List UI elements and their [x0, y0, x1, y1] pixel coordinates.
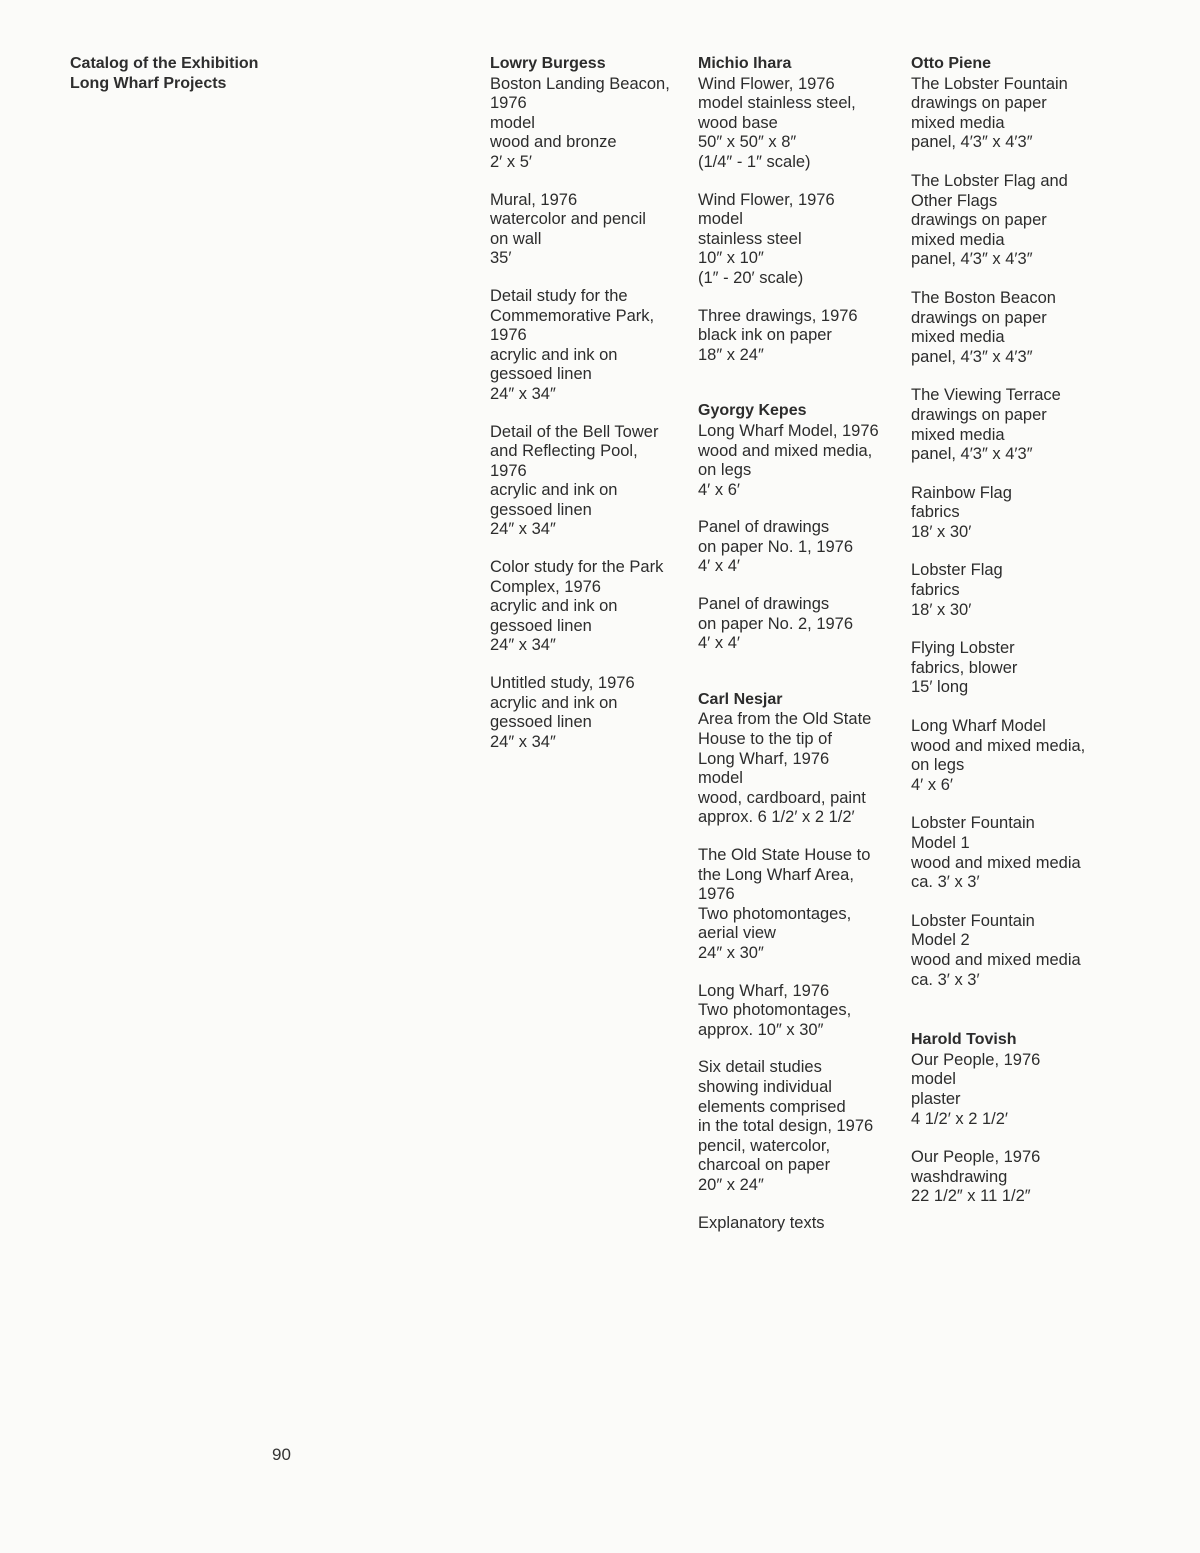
catalog-entry: [698, 518, 903, 577]
entry-line: Two photomontages,: [698, 904, 852, 923]
column-piene-tovish: [911, 54, 1111, 1207]
catalog-entry: [698, 307, 903, 366]
catalog-entry: [490, 287, 690, 405]
entry-line: Panel of drawings: [698, 518, 830, 537]
entry-line: Detail study for the: [490, 286, 628, 305]
entry-line: gessoed linen: [490, 500, 592, 519]
entry-line: Complex, 1976: [490, 577, 601, 596]
entry-line: Wind Flower, 1976: [698, 190, 835, 209]
entry-line: Our People, 1976: [911, 1050, 1041, 1069]
catalog-entry: [698, 710, 903, 828]
entry-line: House to the tip of: [698, 730, 832, 749]
entry-line: Explanatory texts: [698, 1213, 825, 1232]
entry-line: washdrawing: [911, 1167, 1008, 1186]
entry-line: mixed media: [911, 328, 1005, 347]
catalog-entry: [490, 423, 690, 541]
entry-line: (1″ - 20′ scale): [698, 268, 804, 287]
entry-line: gessoed linen: [490, 616, 592, 635]
entry-line: 18′ x 30′: [911, 522, 972, 541]
entry-line: fabrics, blower: [911, 658, 1018, 677]
entry-line: Wind Flower, 1976: [698, 74, 835, 93]
entry-line: Our People, 1976: [911, 1148, 1041, 1167]
artist-group: [911, 54, 1111, 990]
catalog-entry: [911, 1148, 1111, 1207]
artist-name: Carl Nesjar: [698, 690, 783, 708]
entry-line: Untitled study, 1976: [490, 674, 635, 693]
entry-line: on paper No. 1, 1976: [698, 537, 854, 556]
entry-line: model: [698, 210, 743, 229]
entry-line: fabrics: [911, 581, 960, 600]
entry-line: approx. 6 1/2′ x 2 1/2′: [698, 808, 855, 827]
column-ihara-kepes-nesjar: [698, 54, 903, 1233]
entry-line: 4′ x 6′: [698, 480, 740, 499]
entry-line: acrylic and ink on: [490, 597, 618, 616]
entry-line: Detail of the Bell Tower: [490, 422, 659, 441]
entry-line: on legs: [911, 756, 965, 775]
entry-line: on wall: [490, 229, 542, 248]
entry-line: acrylic and ink on: [490, 693, 618, 712]
entry-line: 10″ x 10″: [698, 249, 764, 268]
catalog-heading: [70, 54, 258, 94]
entry-line: 4′ x 4′: [698, 557, 740, 576]
entry-line: acrylic and ink on: [490, 345, 618, 364]
entry-line: watercolor and pencil: [490, 210, 646, 229]
entry-line: wood and bronze: [490, 133, 617, 152]
catalog-entry: [490, 75, 690, 173]
entry-line: Area from the Old State: [698, 710, 872, 729]
catalog-entry: [490, 558, 690, 656]
entry-line: 24″ x 30″: [698, 943, 764, 962]
entry-line: approx. 10″ x 30″: [698, 1020, 824, 1039]
entry-line: Lobster Flag: [911, 561, 1003, 580]
entry-line: 2′ x 5′: [490, 152, 532, 171]
entry-line: wood and mixed media,: [911, 736, 1086, 755]
entry-line: 1976: [490, 461, 527, 480]
entry-line: panel, 4′3″ x 4′3″: [911, 133, 1033, 152]
entry-line: gessoed linen: [490, 365, 592, 384]
artist-name: Harold Tovish: [911, 1031, 1017, 1049]
catalog-entry: [698, 75, 903, 173]
catalog-entry: [698, 595, 903, 654]
catalog-entry: [698, 846, 903, 964]
entry-line: model: [698, 769, 743, 788]
artist-group: [490, 54, 690, 752]
catalog-entry: [911, 75, 1111, 153]
entry-line: gessoed linen: [490, 713, 592, 732]
entry-line: wood base: [698, 113, 778, 132]
entry-line: drawings on paper: [911, 405, 1047, 424]
entry-line: mixed media: [911, 113, 1005, 132]
entry-line: Long Wharf Model: [911, 717, 1046, 736]
catalog-entry: [911, 1051, 1111, 1129]
entry-line: model: [911, 1070, 956, 1089]
catalog-entry: [911, 289, 1111, 367]
catalog-entry: [911, 912, 1111, 990]
entry-line: ca. 3′ x 3′: [911, 873, 980, 892]
entry-line: The Viewing Terrace: [911, 386, 1061, 405]
entry-line: Mural, 1976: [490, 190, 578, 209]
catalog-entry: [911, 639, 1111, 698]
entry-line: mixed media: [911, 425, 1005, 444]
entry-line: mixed media: [911, 230, 1005, 249]
catalog-entry: [698, 1058, 903, 1195]
entry-line: 4′ x 4′: [698, 634, 740, 653]
entry-line: model: [490, 113, 535, 132]
entry-line: 15′ long: [911, 678, 969, 697]
artist-name: Otto Piene: [911, 55, 992, 72]
entry-line: Other Flags: [911, 191, 998, 210]
entry-line: drawings on paper: [911, 308, 1047, 327]
entry-line: The Old State House to: [698, 846, 871, 864]
entry-line: on paper No. 2, 1976: [698, 614, 854, 633]
entry-line: 24″ x 34″: [490, 384, 556, 403]
entry-line: Long Wharf, 1976: [698, 749, 830, 768]
entry-line: stainless steel: [698, 229, 802, 248]
catalog-entry: [911, 172, 1111, 270]
entry-line: Boston Landing Beacon,: [490, 74, 670, 93]
entry-line: black ink on paper: [698, 326, 832, 345]
entry-line: 1976: [490, 94, 527, 113]
catalog-entry: [490, 674, 690, 752]
entry-line: Model 1: [911, 834, 970, 852]
artist-name: Gyorgy Kepes: [698, 402, 807, 420]
entry-line: Long Wharf Model, 1976: [698, 421, 879, 440]
entry-line: 18″ x 24″: [698, 345, 764, 364]
page-number: 90: [272, 1445, 291, 1464]
entry-line: 35′: [490, 249, 512, 268]
entry-line: 4 1/2′ x 2 1/2′: [911, 1109, 1009, 1128]
catalog-entry: [698, 982, 903, 1041]
entry-line: 50″ x 50″ x 8″: [698, 133, 797, 152]
catalog-entry: [911, 484, 1111, 543]
entry-line: (1/4″ - 1″ scale): [698, 152, 811, 171]
entry-line: panel, 4′3″ x 4′3″: [911, 250, 1033, 269]
entry-line: Two photomontages,: [698, 1001, 852, 1020]
catalog-entry: [698, 422, 903, 500]
entry-line: The Lobster Flag and: [911, 171, 1068, 190]
entry-line: 22 1/2″ x 11 1/2″: [911, 1187, 1031, 1206]
catalog-entry: [911, 717, 1111, 795]
entry-line: 1976: [698, 885, 735, 904]
catalog-entry: [911, 814, 1111, 892]
catalog-entry: [490, 191, 690, 269]
entry-line: The Boston Beacon: [911, 288, 1056, 307]
entry-line: 24″ x 34″: [490, 636, 556, 655]
entry-line: 1976: [490, 326, 527, 345]
entry-line: elements comprised: [698, 1097, 846, 1116]
catalog-entry: [698, 191, 903, 289]
entry-line: 24″ x 34″: [490, 732, 556, 751]
entry-line: Long Wharf, 1976: [698, 981, 830, 1000]
entry-line: pencil, watercolor,: [698, 1136, 831, 1155]
catalog-entry: [911, 561, 1111, 620]
entry-line: acrylic and ink on: [490, 481, 618, 500]
entry-line: wood and mixed media,: [698, 441, 873, 460]
artist-group: [698, 54, 903, 365]
entry-line: and Reflecting Pool,: [490, 442, 638, 461]
entry-line: 24″ x 34″: [490, 520, 556, 539]
entry-line: 20″ x 24″: [698, 1175, 764, 1194]
entry-line: Six detail studies: [698, 1058, 822, 1077]
entry-line: showing individual: [698, 1077, 832, 1096]
entry-line: Panel of drawings: [698, 595, 830, 614]
entry-line: 18′ x 30′: [911, 600, 972, 619]
entry-line: ca. 3′ x 3′: [911, 970, 980, 989]
artist-group: [698, 690, 903, 1233]
entry-line: The Lobster Fountain: [911, 74, 1068, 93]
entry-line: fabrics: [911, 503, 960, 522]
entry-line: wood, cardboard, paint: [698, 788, 866, 807]
artist-name: Lowry Burgess: [490, 55, 606, 72]
entry-line: panel, 4′3″ x 4′3″: [911, 347, 1033, 366]
entry-line: Rainbow Flag: [911, 483, 1012, 502]
entry-line: panel, 4′3″ x 4′3″: [911, 445, 1033, 464]
catalog-title: Catalog of the Exhibition: [70, 55, 259, 72]
entry-line: wood and mixed media: [911, 950, 1081, 969]
artist-name: Michio Ihara: [698, 55, 792, 72]
artist-group: [911, 1030, 1111, 1207]
entry-line: drawings on paper: [911, 94, 1047, 113]
entry-line: plaster: [911, 1089, 961, 1108]
catalog-entry: [911, 386, 1111, 464]
entry-line: Lobster Fountain: [911, 814, 1035, 833]
entry-line: drawings on paper: [911, 211, 1047, 230]
artist-group: [698, 401, 903, 654]
entry-line: Three drawings, 1976: [698, 306, 858, 325]
column-burgess: [490, 54, 690, 752]
entry-line: Commemorative Park,: [490, 306, 655, 325]
entry-line: Color study for the Park: [490, 558, 664, 577]
entry-line: Model 2: [911, 931, 970, 950]
catalog-subtitle: Long Wharf Projects: [70, 75, 227, 92]
entry-line: Flying Lobster: [911, 639, 1015, 658]
entry-line: 4′ x 6′: [911, 775, 953, 794]
entry-line: model stainless steel,: [698, 94, 856, 113]
catalog-entry: [698, 1214, 903, 1234]
entry-line: wood and mixed media: [911, 853, 1081, 872]
entry-line: charcoal on paper: [698, 1156, 831, 1175]
entry-line: Lobster Fountain: [911, 911, 1035, 930]
entry-line: on legs: [698, 461, 752, 480]
entry-line: in the total design, 1976: [698, 1117, 874, 1136]
entry-line: the Long Wharf Area,: [698, 865, 854, 884]
entry-line: aerial view: [698, 924, 776, 943]
